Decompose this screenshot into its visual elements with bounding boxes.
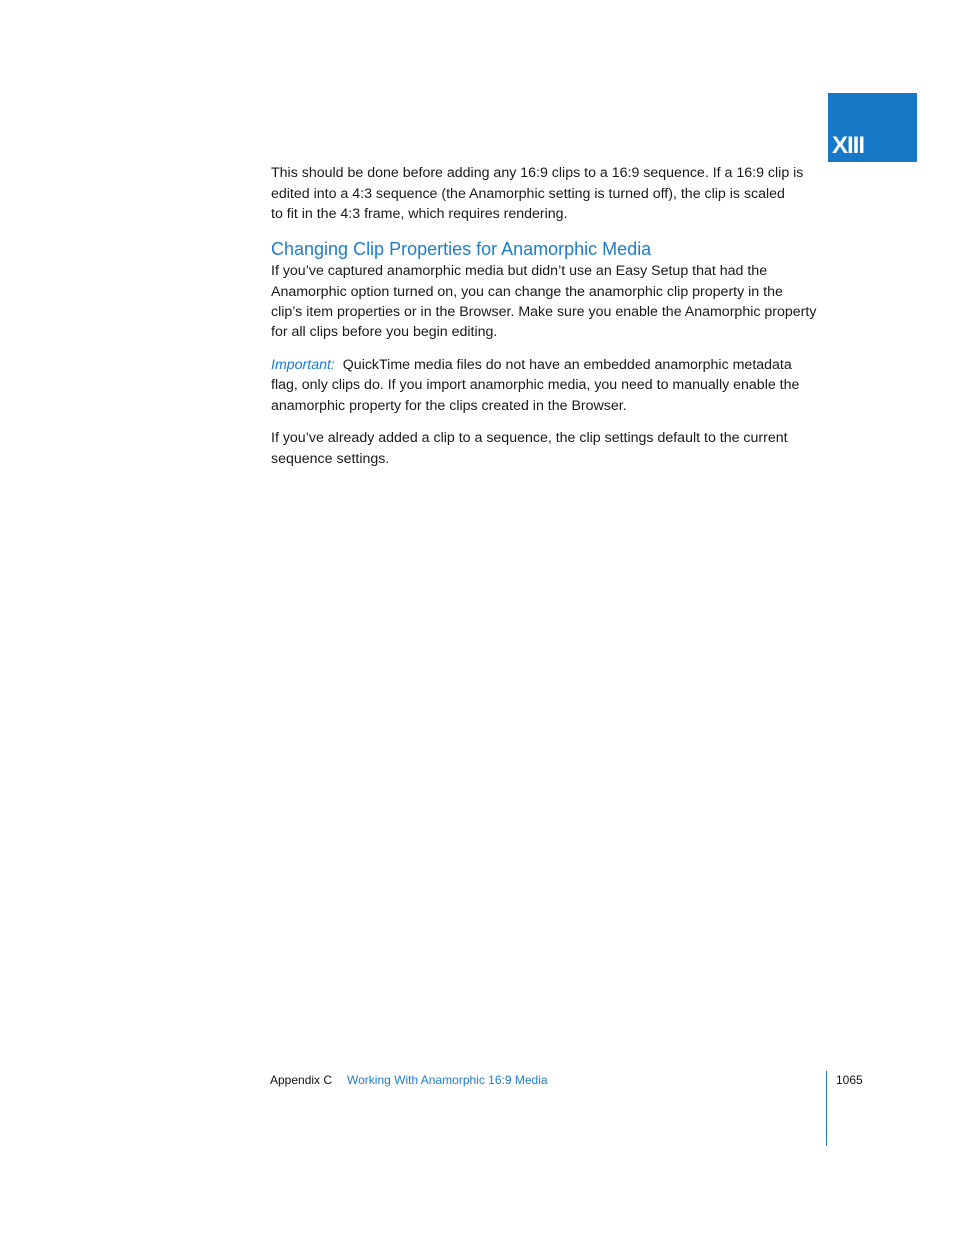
section-heading: Changing Clip Properties for Anamorphic Media (271, 239, 652, 259)
important-label: Important: (271, 357, 335, 373)
para1-line: This should be done before adding any 16:9 clips to a 16:9 sequence. If a 16:9 clip is (271, 165, 804, 181)
chapter-tab (828, 93, 917, 162)
para4-line: If you’ve already added a clip to a sequence, the clip settings default to the current (271, 430, 788, 446)
para1-line: edited into a 4:3 sequence (the Anamorphic setting is turned off), the clip is scaled (271, 186, 785, 202)
para2-line: for all clips before you begin editing. (271, 324, 498, 340)
page-number: 1065 (836, 1073, 863, 1087)
para3-line: anamorphic property for the clips created in the Browser. (271, 398, 627, 414)
important-note-line (271, 355, 792, 375)
important-text: QuickTime media files do not have an embedded anamorphic metadata (342, 357, 792, 373)
footer-title: Working With Anamorphic 16:9 Media (347, 1073, 548, 1087)
footer-section: Appendix C (270, 1073, 333, 1087)
para4-line: sequence settings. (271, 451, 390, 467)
para2-line: If you’ve captured anamorphic media but didn’t use an Easy Setup that had the (271, 263, 768, 279)
para2-line: clip’s item properties or in the Browser. Make sure you enable the Anamorphic property (271, 304, 817, 320)
chapter-number: XIII (832, 132, 865, 159)
para3-line: flag, only clips do. If you import anamorphic media, you need to manually enable the (271, 377, 800, 393)
para1-line: to fit in the 4:3 frame, which requires rendering. (271, 206, 568, 222)
para2-line: Anamorphic option turned on, you can change the anamorphic clip property in the (271, 284, 783, 300)
footer-divider (826, 1071, 827, 1146)
